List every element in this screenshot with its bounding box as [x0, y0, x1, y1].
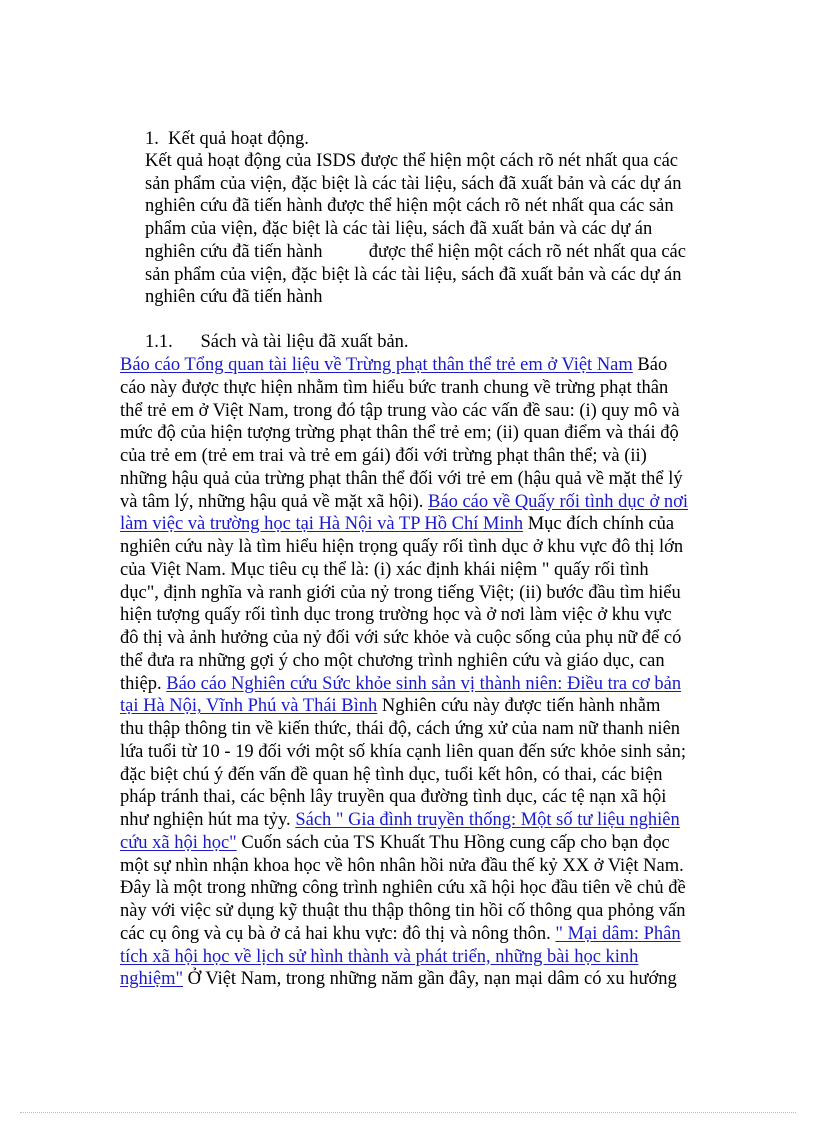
body-line: [120, 968, 677, 990]
publication-link[interactable]: " Mại dâm: Phân: [555, 923, 681, 944]
body-text: thể trẻ em ở Việt Nam, trong đó tập trung vào các vấn đề sau: (i) quy mô và: [120, 400, 680, 421]
paragraph-line: sản phẩm của viện, đặc biệt là các tài liệu, sách đã xuất bản và các dự án: [145, 173, 682, 194]
publication-link[interactable]: cứu xã hội học": [120, 832, 237, 853]
body-text: thể đưa ra những gợi ý cho một chương trình nghiên cứu và giáo dục, can: [120, 650, 665, 671]
body-text: Mục đích chính của: [523, 514, 675, 535]
publication-link[interactable]: nghiệm": [120, 969, 184, 990]
body-line: [120, 673, 681, 695]
publication-link[interactable]: Sách " Gia đình truyền thống: Một số tư liệu nghiên: [295, 810, 680, 830]
body-text: của Việt Nam. Mục tiêu cụ thể là: (i) xác định khái niệm " quấy rối tình: [120, 559, 649, 580]
body-text: cáo này được thực hiện nhằm tìm hiểu bức tranh chung về trừng phạt thân: [120, 377, 669, 398]
body-text: Nghiên cứu này được tiến hành nhằm: [377, 696, 661, 717]
publication-link[interactable]: Báo cáo Nghiên cứu Sức khỏe sinh sản vị thành niên: Điều tra cơ bản: [166, 673, 682, 694]
paragraph-line: phẩm của viện, đặc biệt là các tài liệu, sách đã xuất bản và các dự án: [145, 219, 653, 240]
body-line: [120, 536, 683, 558]
section-heading-1: 1. Kết quả hoạt động.: [145, 129, 309, 149]
body-line: [120, 445, 647, 467]
body-text: và tâm lý, những hậu quả về mặt xã hội).: [120, 491, 429, 512]
body-line: [120, 695, 660, 717]
publication-link[interactable]: tại Hà Nội, Vĩnh Phú và Thái Bình: [120, 696, 378, 717]
body-text: lứa tuổi từ 10 - 19 đối với một số khía cạnh liên quan đến sức khỏe sinh sản;: [120, 741, 687, 762]
body-line: [120, 582, 681, 604]
body-line: [120, 923, 681, 945]
publication-link[interactable]: Báo cáo về Quấy rối tình dục ở nơi: [428, 491, 689, 512]
body-text: thiệp.: [120, 673, 167, 694]
body-line: [120, 946, 638, 968]
body-line: [120, 559, 649, 581]
body-line: [120, 718, 680, 740]
body-line: [120, 741, 686, 763]
publication-link[interactable]: tích xã hội học về lịch sử hình thành và phát triển, những bài học kinh: [120, 946, 639, 967]
paragraph-line: nghiên cứu đã tiến hành được thể hiện một cách rõ nét nhất qua các sản: [145, 196, 674, 217]
body-line: [120, 604, 672, 626]
body-line: [120, 354, 667, 376]
body-line: [120, 400, 680, 422]
paragraph-line: sản phẩm của viện, đặc biệt là các tài liệu, sách đã xuất bản và các dự án: [145, 264, 682, 285]
body-line: [120, 764, 663, 786]
body-line: [120, 377, 668, 399]
section-heading-1-1: 1.1. Sách và tài liệu đã xuất bản.: [145, 332, 409, 352]
body-line: [120, 809, 680, 831]
body-text: của trẻ em (trẻ em trai và trẻ em gái) đối với trừng phạt thân thể; và (ii): [120, 446, 647, 466]
body-line: [120, 650, 665, 672]
page-bottom-divider: [20, 1112, 796, 1113]
body-text: pháp tránh thai, các bệnh lây truyền qua đường tình dục, các tệ nạn xã hội: [120, 787, 667, 808]
body-line: [120, 422, 679, 444]
body-line: [120, 832, 670, 854]
body-text: như nghiện hút ma tỷy.: [120, 810, 296, 830]
paragraph-line: Kết quả hoạt động của ISDS được thể hiện một cách rõ nét nhất qua các: [145, 151, 679, 171]
body-line: [120, 627, 681, 649]
publication-link[interactable]: Báo cáo Tổng quan tài liệu về Trừng phạt thân thể trẻ em ở Việt Nam: [120, 355, 633, 375]
body-text: hiện tượng quấy rối tình dục trong trường học và ở nơi làm việc ở khu vực: [120, 605, 672, 626]
body-text: Báo: [632, 355, 668, 375]
body-text: dục", định nghĩa và ranh giới của nỷ trong tiếng Việt; (ii) bước đầu tìm hiểu: [120, 582, 681, 603]
body-line: [120, 855, 684, 877]
body-text: Cuốn sách của TS Khuất Thu Hồng cung cấp cho bạn đọc: [236, 832, 670, 853]
body-text: nghiên cứu này là tìm hiểu hiện trọng quấy rối tình dục ở khu vực đô thị lớn: [120, 537, 684, 557]
body-text: này với việc sử dụng kỹ thuật thu thập thông tin hồi cố thông qua phỏng vấn: [120, 901, 686, 921]
publication-link[interactable]: làm việc và trường học tại Hà Nội và TP Hồ Chí Minh: [120, 514, 524, 535]
body-text: đô thị và ảnh hưởng của nỷ đối với sức khỏe và cuộc sống của phụ nữ để có: [120, 628, 682, 648]
body-text: Đây là một trong những công trình nghiên cứu xã hội học đầu tiên về chủ đề: [120, 878, 686, 899]
body-line: [120, 900, 686, 922]
body-line: [120, 786, 666, 808]
body-line: [120, 468, 683, 490]
body-text: những hậu quả của trừng phạt thân thể đối với trẻ em (hậu quả về mặt thể lý: [120, 468, 683, 489]
body-line: [120, 513, 674, 535]
body-line: [120, 877, 686, 899]
paragraph-line: nghiên cứu đã tiến hành được thể hiện một cách rõ nét nhất qua các: [145, 241, 686, 262]
body-text: đặc biệt chú ý đến vấn đề quan hệ tình dục, tuổi kết hôn, có thai, các biện: [120, 764, 663, 785]
body-text: Ở Việt Nam, trong những năm gần đây, nạn mại dâm có xu hướng: [183, 969, 677, 990]
body-text: một sự nhìn nhận khoa học về hôn nhân hồi nửa đầu thế kỷ XX ở Việt Nam.: [120, 855, 684, 876]
body-text: các cụ ông và cụ bà ở cả hai khu vực: đô thị và nông thôn.: [120, 923, 556, 944]
body-text: thu thập thông tin về kiến thức, thái độ, cách ứng xử của nam nữ thanh niên: [120, 719, 681, 739]
body-text: mức độ của hiện tượng trừng phạt thân thể trẻ em; (ii) quan điểm và thái độ: [120, 423, 679, 444]
body-line: [120, 491, 688, 513]
paragraph-line: nghiên cứu đã tiến hành: [145, 287, 323, 308]
